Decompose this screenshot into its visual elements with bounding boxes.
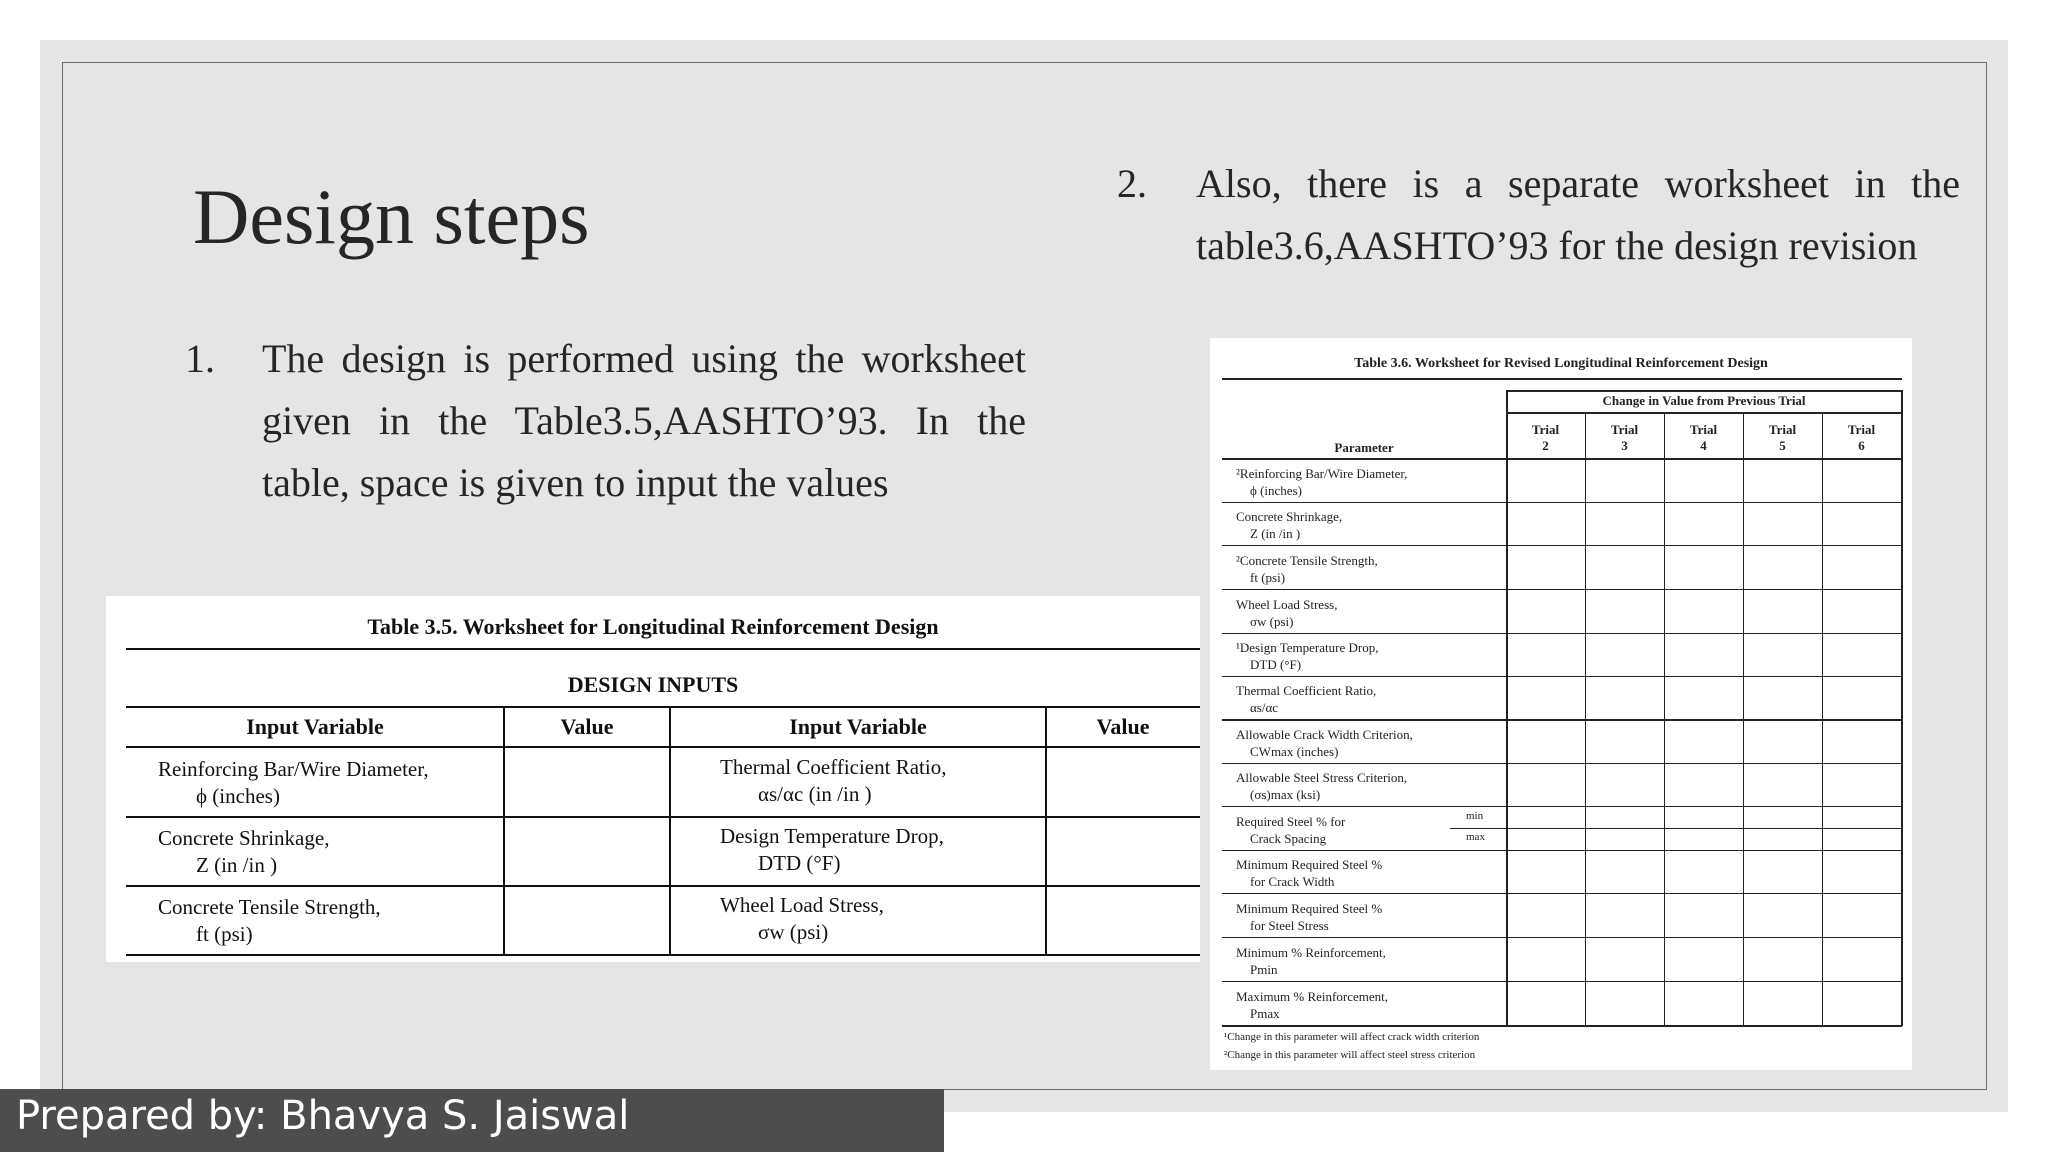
table-row: Thermal Coefficient Ratio, αs/αc (in /in ) — [720, 755, 947, 806]
rule — [126, 885, 1200, 887]
table-row: Concrete Shrinkage, Z (in /in ) — [158, 826, 330, 877]
rule — [126, 648, 1200, 650]
rule — [1045, 706, 1047, 955]
table-3-5-caption: Table 3.5. Worksheet for Longitudinal Reinforcement Design — [367, 614, 939, 639]
table-row: Design Temperature Drop, DTD (°F) — [720, 824, 944, 875]
rule — [1901, 390, 1903, 1026]
table-3-6-caption: Table 3.6. Worksheet for Revised Longitudinal Reinforcement Design — [1354, 356, 1768, 371]
list-item-2: Also, there is a separate worksheet in the table3.6,AASHTO’93 for the design revision — [1196, 161, 1960, 268]
trial-group-header: Change in Value from Previous Trial — [1602, 393, 1806, 408]
trial-header: Trial 5 — [1768, 422, 1797, 453]
trial-header: Trial 4 — [1689, 422, 1718, 453]
column-header: Value — [1096, 714, 1150, 739]
table-row: Reinforcing Bar/Wire Diameter, ϕ (inches) — [158, 757, 429, 808]
rule — [1506, 390, 1902, 392]
table-row: Allowable Crack Width Criterion, CWmax (inches) — [1236, 727, 1413, 759]
table-3-6-image — [1210, 338, 1912, 1070]
design-inputs-heading: DESIGN INPUTS — [567, 672, 739, 697]
list-item-1: The design is performed using the worksheet given in the Table3.5,AASHTO’93. In the table, space is given to input the values — [262, 336, 1026, 505]
parameter-header: Parameter — [1334, 440, 1394, 455]
rule — [669, 706, 671, 955]
rule — [126, 746, 1200, 748]
rule — [126, 706, 1200, 708]
column-header: Value — [560, 714, 614, 739]
table-row: ²Concrete Tensile Strength, ft (psi) — [1236, 553, 1378, 585]
table-row: Wheel Load Stress, σw (psi) — [1236, 597, 1338, 629]
slide-title: Design steps — [193, 173, 590, 260]
rule — [1506, 390, 1508, 1026]
trial-header: Trial 2 — [1531, 422, 1560, 453]
min-label: min — [1466, 810, 1484, 822]
column-header: Input Variable — [789, 714, 927, 739]
rule — [126, 816, 1200, 818]
table-footnote: ²Change in this parameter will affect steel stress criterion — [1224, 1049, 1476, 1061]
table-row: ¹Design Temperature Drop, DTD (°F) — [1236, 640, 1379, 672]
table-row: Maximum % Reinforcement, Pmax — [1236, 989, 1388, 1021]
table-row: Concrete Tensile Strength, ft (psi) — [158, 895, 381, 946]
rule — [1222, 378, 1902, 380]
rule — [1222, 458, 1902, 460]
rule — [503, 706, 505, 955]
table-row: Wheel Load Stress, σw (psi) — [720, 893, 884, 944]
table-row: ²Reinforcing Bar/Wire Diameter, ϕ (inches) — [1236, 466, 1408, 498]
table-3-5-image — [106, 596, 1200, 962]
table-row: Allowable Steel Stress Criterion, (σs)max (ksi) — [1236, 770, 1408, 802]
table-row: Minimum Required Steel % for Steel Stress — [1236, 901, 1383, 933]
table-row: Required Steel % for Crack Spacing — [1236, 814, 1346, 846]
table-row: Thermal Coefficient Ratio, αs/αc — [1236, 683, 1377, 715]
max-label: max — [1466, 831, 1485, 843]
trial-header: Trial 6 — [1847, 422, 1876, 453]
table-row: Minimum % Reinforcement, Pmin — [1236, 945, 1386, 977]
rule — [1506, 412, 1902, 414]
trial-header: Trial 3 — [1610, 422, 1639, 453]
table-row: Concrete Shrinkage, Z (in /in ) — [1236, 509, 1343, 541]
table-row: Minimum Required Steel % for Crack Width — [1236, 857, 1383, 889]
table-footnote: ¹Change in this parameter will affect crack width criterion — [1224, 1031, 1480, 1043]
list-number-2: 2. — [1117, 161, 1147, 206]
list-number-1: 1. — [185, 336, 215, 381]
rule — [126, 954, 1200, 956]
column-header: Input Variable — [246, 714, 384, 739]
footer-credit: Prepared by: Bhavya S. Jaiswal — [0, 1089, 944, 1152]
